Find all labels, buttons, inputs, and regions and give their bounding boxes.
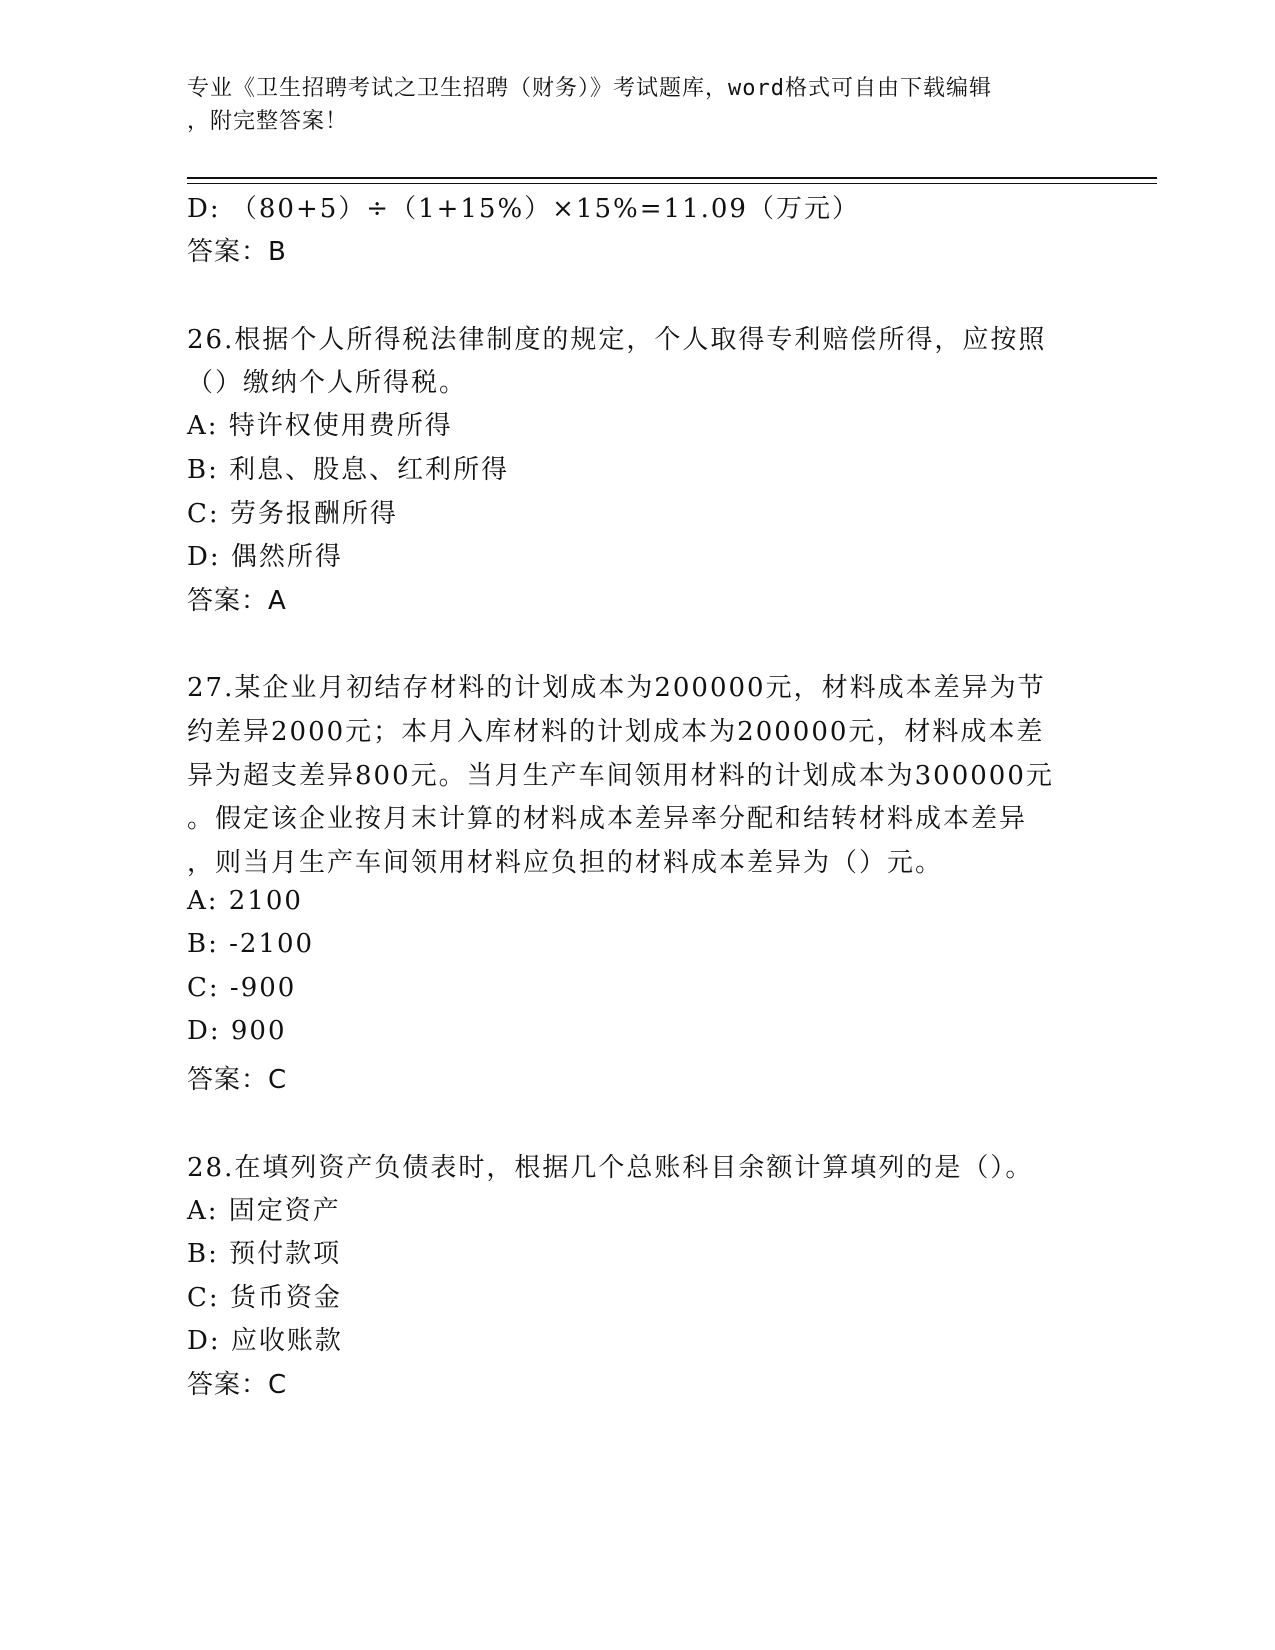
q26-option-b: B: 利息、股息、红利所得 bbox=[187, 455, 510, 485]
q26-answer: 答案：A bbox=[187, 586, 287, 616]
q28-option-d: D: 应收账款 bbox=[187, 1326, 343, 1356]
q28-option-a: A: 固定资产 bbox=[187, 1196, 341, 1226]
header-divider-thick bbox=[187, 177, 1157, 179]
q27-stem-line-3: 异为超支差异800元。当月生产车间领用材料的计划成本为300000元 bbox=[187, 761, 1054, 791]
q26-option-a: A: 特许权使用费所得 bbox=[187, 411, 453, 441]
q26-option-d: D: 偶然所得 bbox=[187, 542, 343, 572]
header-line-2: ，附完整答案！ bbox=[187, 109, 349, 134]
q27-option-d: D: 900 bbox=[187, 1016, 287, 1046]
q27-stem-line-4: 。假定该企业按月末计算的材料成本差异率分配和结转材料成本差异 bbox=[187, 804, 1028, 834]
q28-stem-line-1: 28.在填列资产负债表时，根据几个总账科目余额计算填列的是（）。 bbox=[187, 1153, 1034, 1183]
prev-option-d: D: （80+5）÷（1+15%）×15%=11.09（万元） bbox=[187, 194, 860, 224]
q27-stem-line-5: ，则当月生产车间领用材料应负担的材料成本差异为（）元。 bbox=[187, 848, 944, 878]
q27-stem-line-2: 约差异2000元；本月入库材料的计划成本为200000元，材料成本差 bbox=[187, 717, 1045, 747]
header-divider-thin bbox=[187, 183, 1157, 184]
q27-answer: 答案：C bbox=[187, 1065, 288, 1095]
q26-stem-line-2: （）缴纳个人所得税。 bbox=[187, 368, 468, 398]
q26-option-c: C: 劳务报酬所得 bbox=[187, 499, 398, 529]
q28-option-c: C: 货币资金 bbox=[187, 1283, 342, 1313]
q27-stem-line-1: 27.某企业月初结存材料的计划成本为200000元，材料成本差异为节 bbox=[187, 673, 1046, 703]
q27-option-c: C: -900 bbox=[187, 973, 297, 1003]
q28-answer: 答案：C bbox=[187, 1370, 288, 1400]
q27-option-a: A: 2100 bbox=[187, 886, 303, 916]
q26-stem-line-1: 26.根据个人所得税法律制度的规定，个人取得专利赔偿所得，应按照 bbox=[187, 325, 1047, 355]
q27-option-b: B: -2100 bbox=[187, 929, 315, 959]
prev-answer: 答案：B bbox=[187, 237, 287, 267]
header-line-1: 专业《卫生招聘考试之卫生招聘（财务）》考试题库，word格式可自由下载编辑 bbox=[187, 76, 992, 101]
document-header bbox=[187, 72, 1087, 138]
q28-option-b: B: 预付款项 bbox=[187, 1239, 342, 1269]
